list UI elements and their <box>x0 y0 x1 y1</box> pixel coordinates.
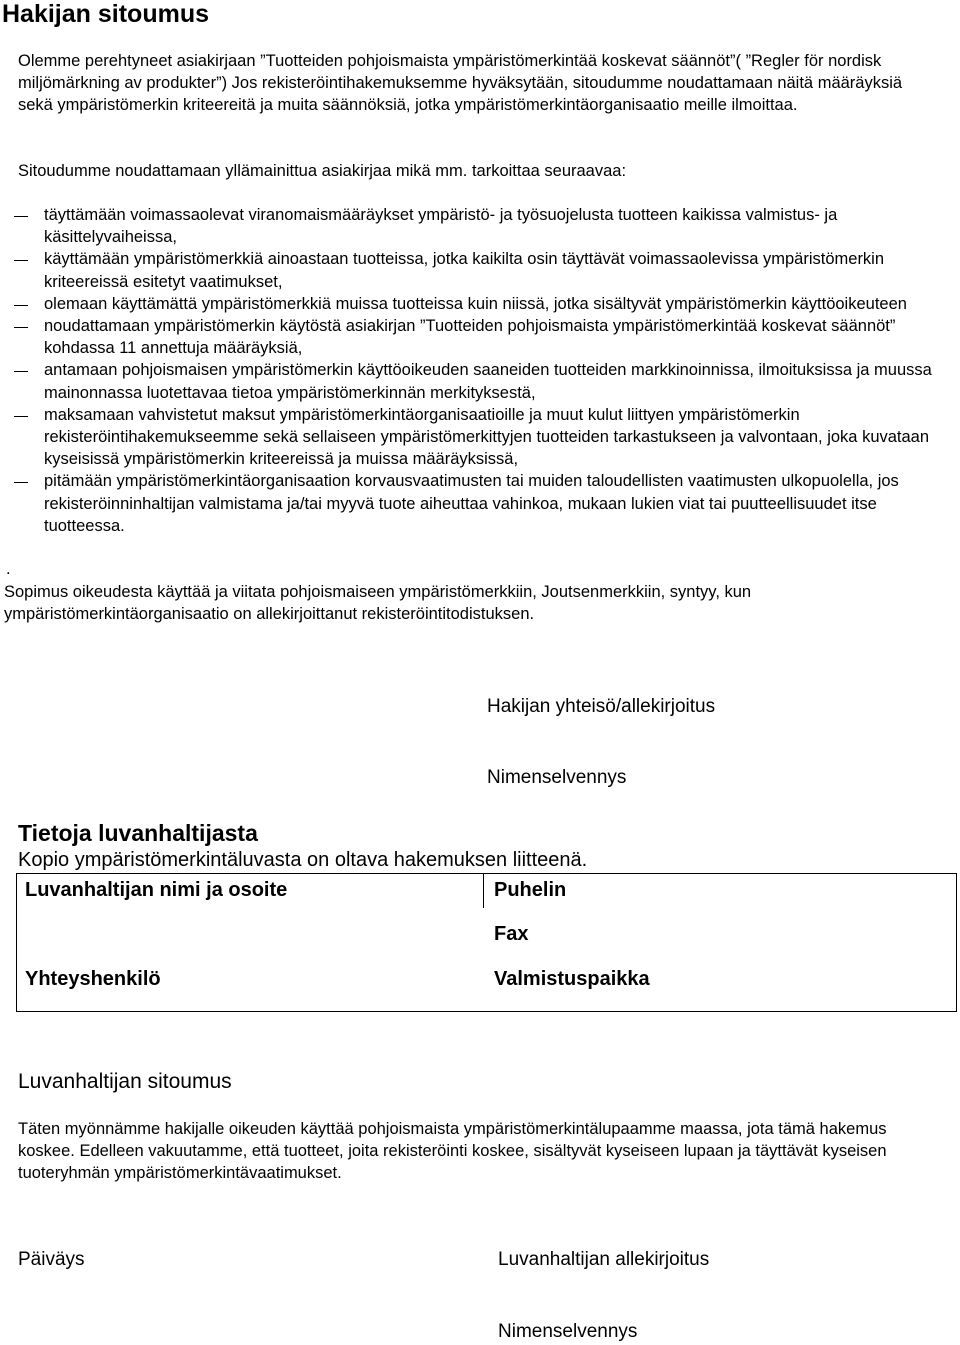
holder-name-label: Nimenselvennys <box>498 1321 638 1342</box>
list-item: olemaan käyttämättä ympäristömerkkiä muissa tuotteissa kuin niissä, jotka sisältyvät ympäristömerkin käyttöoikeuteen <box>44 294 907 313</box>
holder-commitment-text: Täten myönnämme hakijalle oikeuden käyttää pohjoismaista ympäristömerkintälupaamme maassa, jota tämä hakemus koskee. Edelleen vakuutamme, että tuotteet, joita rekisteröinti koskee, sisältyvät kyseiseen lupaan ja täyttävät kyseisen tuoteryhmän ympäristömerkintävaatimukset. <box>18 1120 887 1183</box>
page-title: Hakijan sitoumus <box>2 0 209 28</box>
holder-commitment-heading: Luvanhaltijan sitoumus <box>18 1070 232 1093</box>
contact-person-field[interactable]: Yhteyshenkilö <box>25 968 161 990</box>
list-item: käyttämään ympäristömerkkiä ainoastaan tuotteissa, jotka kaikilta osin täyttävät voimassaolevissa ympäristömerkin kriteereissä esitetyt vaatimukset, <box>44 250 885 291</box>
list-item: maksamaan vahvistetut maksut ympäristömerkintäorganisaatioille ja muut kulut liittyen ympäristömerkin rekisteröintihakemukseemme sekä sellaiseen ympäristömerkittyjen tuotteiden tarkastukseen ja valvontaan, joka kuvataan kyseisissä ympäristömerkin kriteereissä ja muissa määräyksissä, <box>44 405 930 469</box>
list-item: antamaan pohjoismaisen ympäristömerkin käyttöoikeuden saaneiden tuotteiden markkinoinnissa, ilmoituksissa ja muussa mainonnassa luotettavaa tietoa ympäristömerkinnän merkityksestä, <box>44 361 932 402</box>
form-divider <box>483 874 484 908</box>
date-label: Päiväys <box>18 1249 85 1270</box>
commitment-list <box>0 204 940 537</box>
list-item: täyttämään voimassaolevat viranomaismääräykset ympäristö- ja työsuojelusta tuotteen kaikissa valmistus- ja käsittelyvaiheissa, <box>44 206 838 247</box>
license-holder-heading: Tietoja luvanhaltijasta <box>18 820 258 846</box>
applicant-signature-label: Hakijan yhteisö/allekirjoitus <box>487 696 716 717</box>
license-holder-subtitle: Kopio ympäristömerkintäluvasta on oltava hakemuksen liitteenä. <box>18 849 588 871</box>
manufacturing-place-field[interactable]: Valmistuspaikka <box>494 968 650 990</box>
holder-signature-label: Luvanhaltijan allekirjoitus <box>498 1249 710 1270</box>
fax-field[interactable]: Fax <box>494 923 529 945</box>
stray-dot: . <box>6 560 11 578</box>
list-item: noudattamaan ympäristömerkin käytöstä asiakirjan ”Tuotteiden pohjoismaista ympäristömerkintää koskevat säännöt” kohdassa 11 annettuja määräyksiä, <box>44 317 896 358</box>
intro-paragraph: Olemme perehtyneet asiakirjaan ”Tuotteiden pohjoismaista ympäristömerkintää koskevat säännöt”( ”Regler för nordisk miljömärkning av produkter”) Jos rekisteröintihakemuksemme hyväksytään, sitoudumme noudattamaan näitä määräyksiä sekä ympäristömerkin kriteereitä ja muita säännöksiä, jotka ympäristömerkintäorganisaatio meille ilmoittaa. <box>18 52 903 115</box>
phone-field[interactable]: Puhelin <box>494 879 567 901</box>
agreement-paragraph: Sopimus oikeudesta käyttää ja viitata pohjoismaiseen ympäristömerkkiin, Joutsenmerkkiin, syntyy, kun ympäristömerkintäorganisaatio on allekirjoittanut rekisteröintitodistuksen. <box>4 583 752 624</box>
license-holder-form <box>16 873 957 1012</box>
applicant-name-label: Nimenselvennys <box>487 767 627 788</box>
name-address-field[interactable]: Luvanhaltijan nimi ja osoite <box>25 879 288 901</box>
commitment-lead: Sitoudumme noudattamaan yllämainittua asiakirjaa mikä mm. tarkoittaa seuraavaa: <box>18 162 627 180</box>
list-item: pitämään ympäristömerkintäorganisaation korvausvaatimusten tai muiden taloudellisten vaatimusten ulkopuolella, jos rekisteröinninhaltijan valmistama ja/tai myyvä tuote aiheuttaa vahinkoa, mukaan lukien viat tai puutteellisuudet itse tuotteessa. <box>44 472 899 535</box>
